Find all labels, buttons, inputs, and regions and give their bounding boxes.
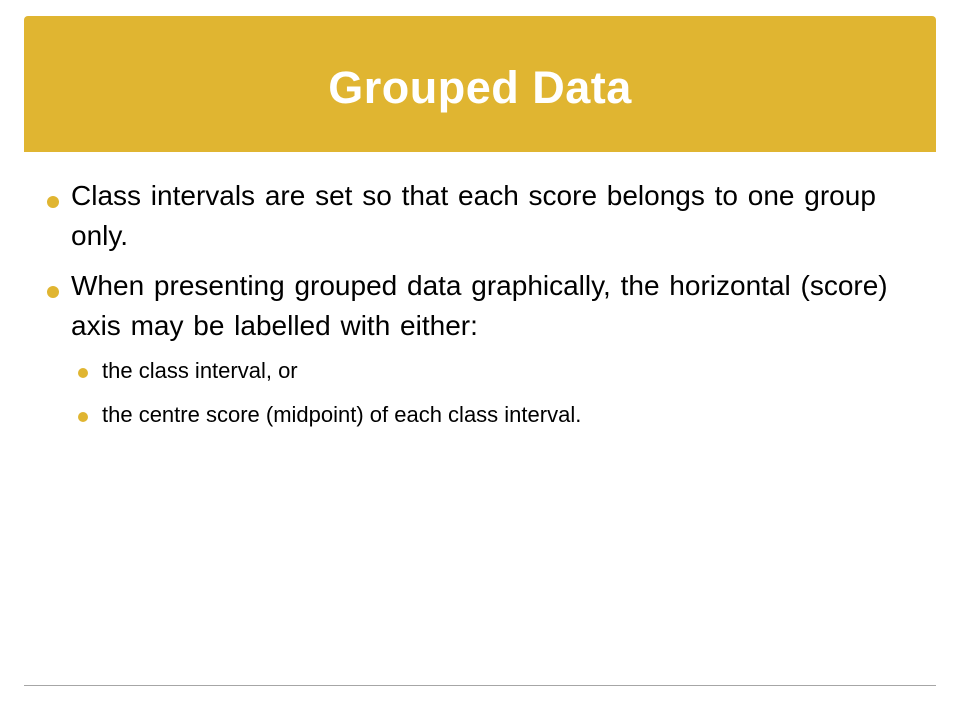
bullet-dot-icon bbox=[78, 368, 88, 378]
bullet-dot-icon bbox=[78, 412, 88, 422]
bullet-text: Class intervals are set so that each score belongs to one group only. bbox=[71, 180, 876, 251]
bullet-dot-icon bbox=[47, 196, 59, 208]
sub-bullet-item bbox=[42, 400, 922, 430]
bullet-text: When presenting grouped data graphically, the horizontal (score) axis may be labelled with either: bbox=[71, 270, 888, 341]
slide-title: Grouped Data bbox=[328, 62, 632, 113]
bullet-item bbox=[42, 176, 922, 256]
sub-bullet-text: the centre score (midpoint) of each class interval. bbox=[102, 402, 582, 427]
sub-bullet-item bbox=[42, 356, 922, 386]
title-banner bbox=[24, 16, 936, 152]
bullet-dot-icon bbox=[47, 286, 59, 298]
bullet-item bbox=[42, 266, 922, 346]
footer-divider bbox=[24, 685, 936, 686]
slide-body bbox=[42, 176, 922, 444]
sub-bullet-text: the class interval, or bbox=[102, 358, 298, 383]
